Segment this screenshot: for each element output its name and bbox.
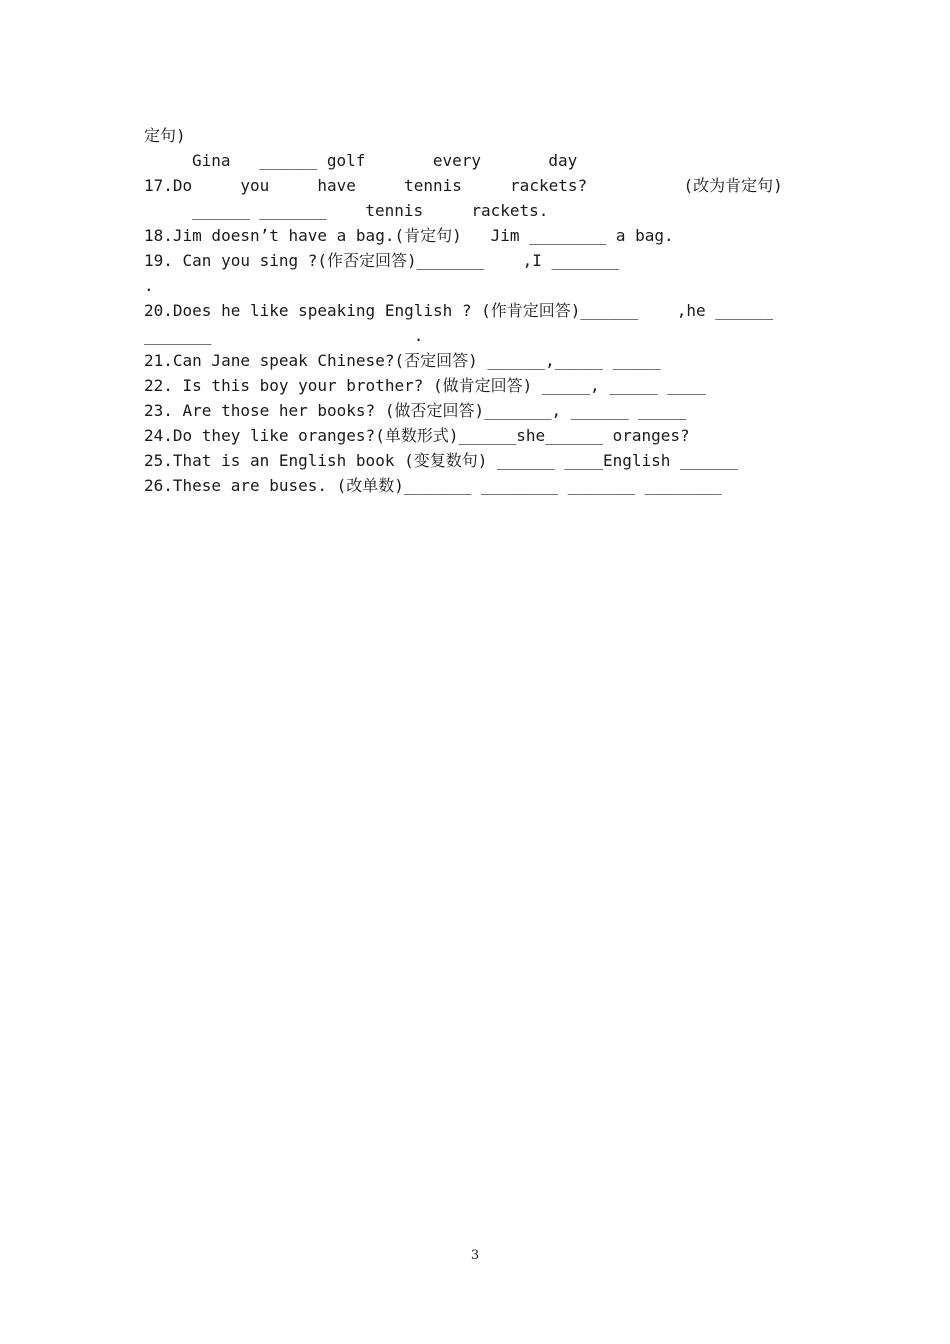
question-17: 17.Do you have tennis rackets? (改为肯定句) — [144, 176, 783, 195]
question-24: 24.Do they like oranges?(单数形式)______she______ oranges? — [144, 426, 690, 445]
page-number: 3 — [470, 1248, 480, 1263]
question-20: 20.Does he like speaking English ? (作肯定回答)______ ,he ______ — [144, 301, 774, 320]
question-21: 21.Can Jane speak Chinese?(否定回答) ______,_____ _____ — [144, 351, 661, 370]
question-18: 18.Jim doesn’t have a bag.(肯定句) Jim ________ a bag. — [144, 226, 674, 245]
question-19-end: . — [144, 276, 154, 295]
question-23: 23. Are those her books? (做否定回答)_______, ______ _____ — [144, 401, 687, 420]
line-continuation: 定句) — [144, 126, 186, 145]
question-25: 25.That is an English book (变复数句) ______ ____English ______ — [144, 451, 738, 470]
question-20-end: _______ . — [144, 326, 424, 345]
line-16-answer: Gina ______ golf every day — [192, 151, 578, 170]
question-17-answer: ______ _______ tennis rackets. — [192, 201, 549, 220]
question-19: 19. Can you sing ?(作否定回答)_______ ,I _______ — [144, 251, 619, 270]
question-22: 22. Is this boy your brother? (做肯定回答) _____, _____ ____ — [144, 376, 706, 395]
question-26: 26.These are buses. (改单数)_______ ________ _______ ________ — [144, 476, 722, 495]
